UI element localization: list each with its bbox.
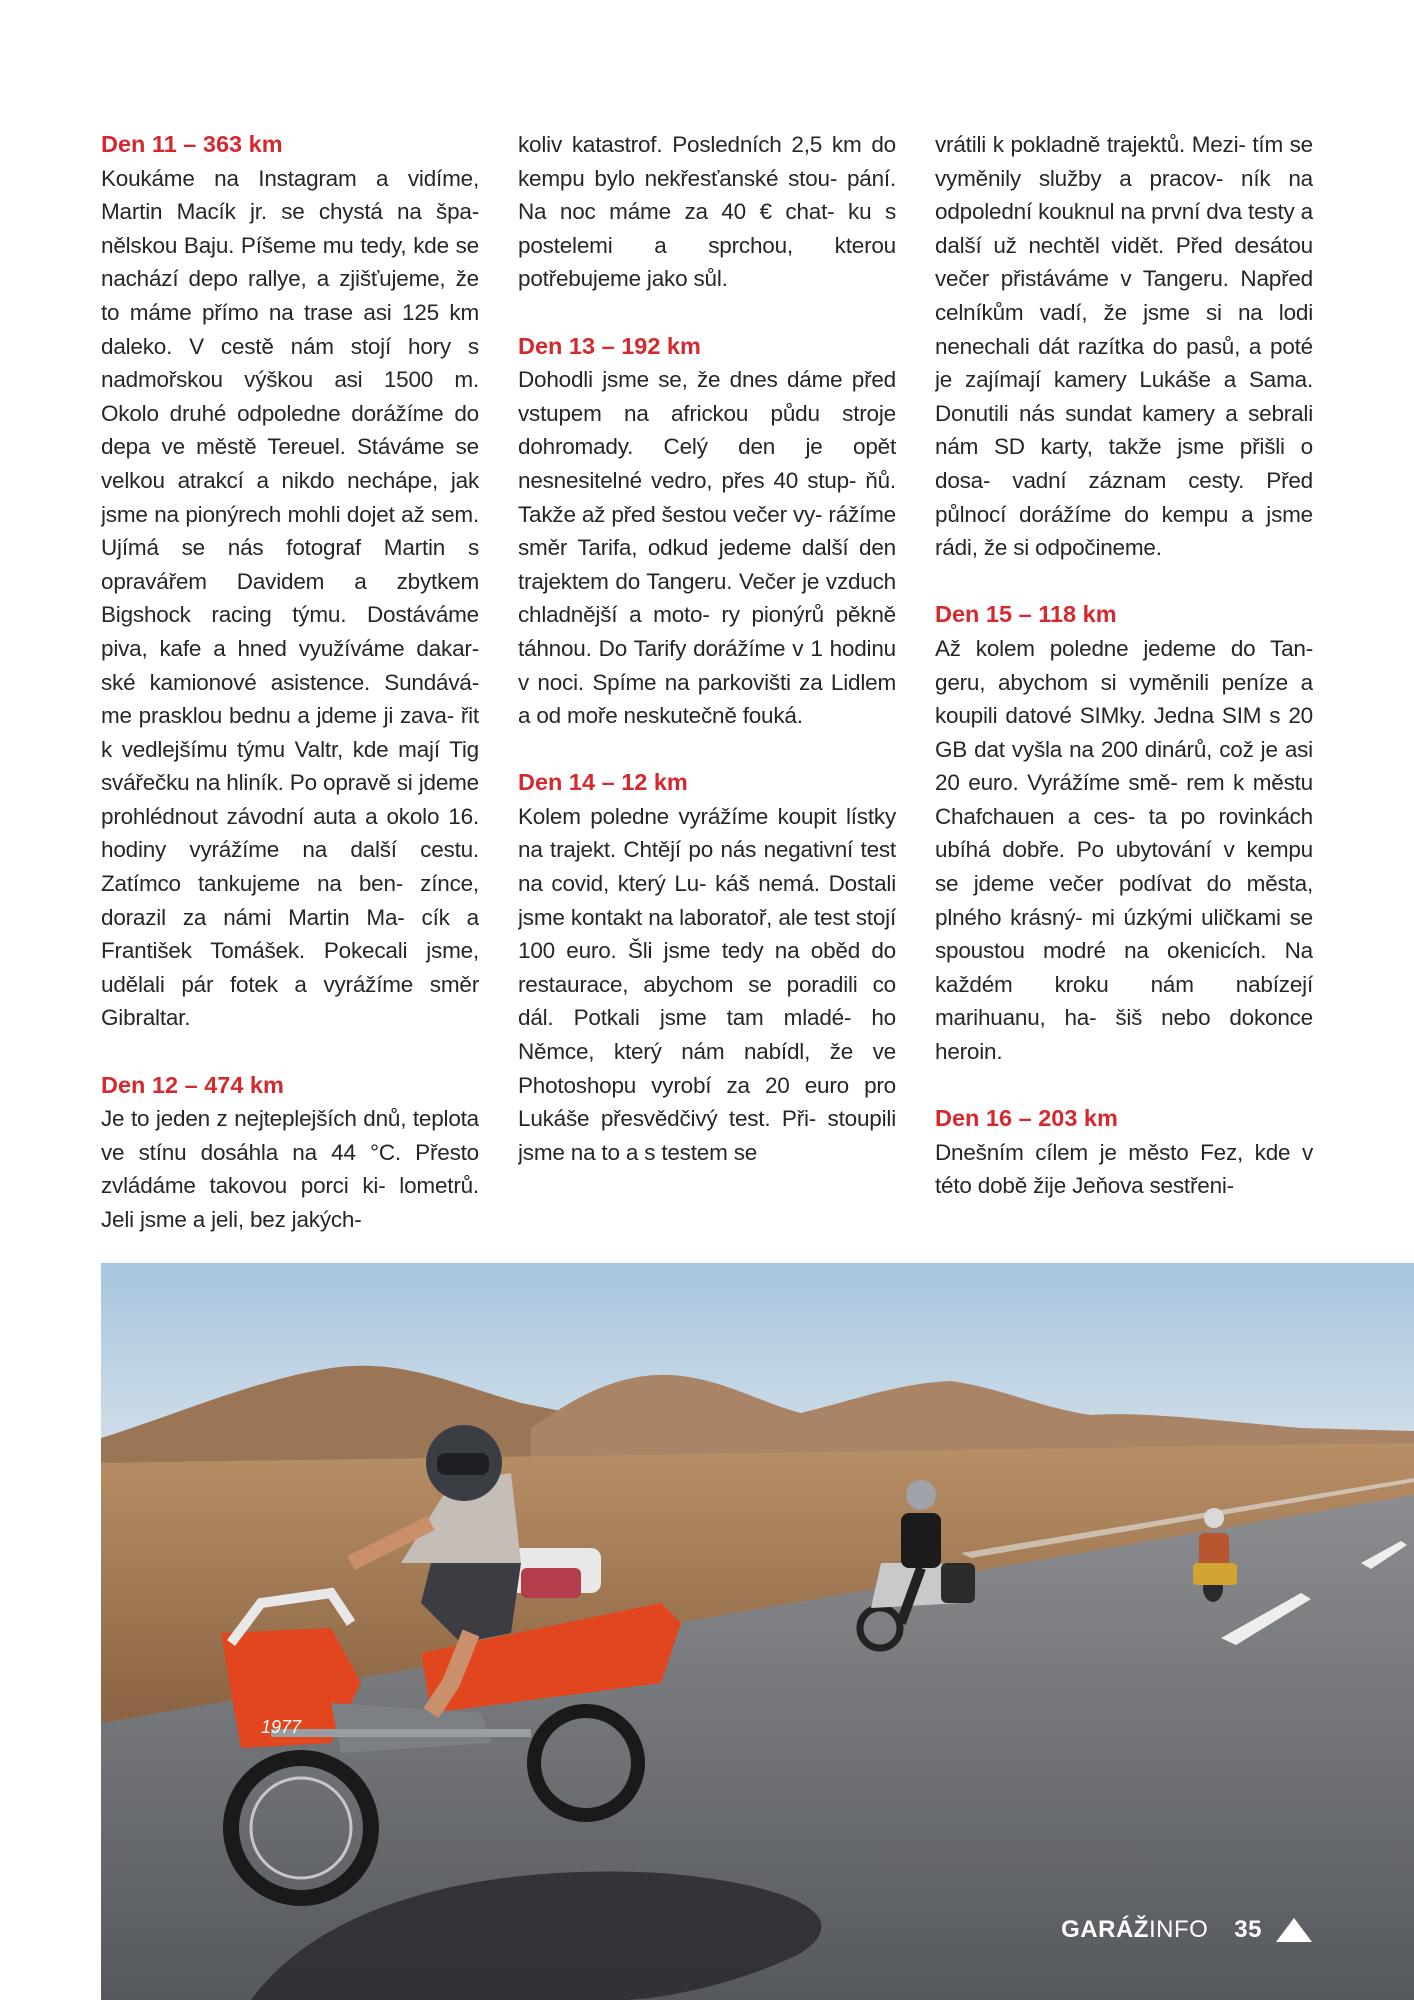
body-paragraph: Až kolem poledne jedeme do Tan- geru, abychom si vyměnili peníze a koupili datové SIMky. Jedna SIM s 20 GB dat vyšla na 200 dinárů, což je asi 20 euro. Vyrážíme smě- rem k městu Chafchauen a ces- ta po rovinkách ubíhá dobře. Po ubytování v kempu se jdeme večer podívat do města, plného krásný- mi úzkými uličkami se spoustou modré na okenicích. Na každém kroku nám nabízejí marihuanu, ha- šiš nebo dokonce heroin.: [935, 635, 1313, 1065]
day-heading: Den 13 – 192 km: [518, 332, 701, 359]
paragraph-spacer: [518, 296, 896, 330]
brand-bold: GARÁŽ: [1061, 1916, 1149, 1943]
day-heading: Den 16 – 203 km: [935, 1105, 1118, 1132]
magazine-brand: [1061, 1916, 1208, 1944]
body-paragraph: koliv katastrof. Posledních 2,5 km do kempu bylo nekřesťanské stou- pání. Na noc máme za 40 € chat- ku s postelemi a sprchou, kterou potřebujeme jako sůl.: [518, 132, 896, 292]
column-1: [101, 128, 479, 1240]
page-footer: [1061, 1916, 1312, 1944]
day-heading: Den 12 – 474 km: [101, 1071, 284, 1098]
body-paragraph: Koukáme na Instagram a vidíme, Martin Macík jr. se chystá na špa- nělskou Baju. Píšeme mu tedy, kde se nachází depo rallye, a zjišťujeme, že to máme přímo na trase asi 125 km daleko. V cestě nám stojí hory s nadmořskou výškou asi 1500 m. Okolo druhé odpoledne dorážíme do depa ve městě Tereuel. Stáváme se velkou atrakcí a nikdo nechápe, jak jsme na pionýrech mohli dojet až sem. Ujímá se nás fotograf Martin s opravářem Davidem a zbytkem Bigshock racing týmu. Dostáváme piva, kafe a hned využíváme dakar- ské kamionové asistence. Sundává- me prasklou bednu a jdeme ji zava- řit k vedlejšímu týmu Valtr, kde mají Tig svářečku na hliník. Po opravě si jdeme prohlédnout závodní auta a okolo 16. hodiny vyrážíme na další cestu. Zatímco tankujeme na ben- zínce, dorazil za námi Martin Ma- cík a František Tomášek. Pokecali jsme, udělali pár fotek a vyrážíme směr Gibraltar.: [101, 165, 479, 1031]
paragraph-spacer: [101, 1035, 479, 1069]
column-2: [518, 128, 896, 1240]
triangle-up-icon: [1276, 1918, 1312, 1942]
brand-light: INFO: [1148, 1916, 1209, 1943]
paragraph-spacer: [935, 1069, 1313, 1103]
paragraph-spacer: [935, 565, 1313, 599]
body-paragraph: vrátili k pokladně trajektů. Mezi- tím se vyměnily služby a pracov- ník na odpolední kouknul na první dva testy a další už nechtěl vidět. Před desátou večer přistáváme v Tangeru. Napřed celníkům vadí, že jsme si na lodi nenechali dát razítka do pasů, a poté je zajímají kamery Lukáše a Sama. Donutili nás sundat kamery a sebrali nám SD karty, takže jsme přišli o dosa- vadní záznam cesty. Před půlnocí dorážíme do kempu a jsme rádi, že si odpočineme.: [935, 132, 1313, 561]
article-columns: [101, 128, 1314, 1240]
body-paragraph: Je to jeden z nejteplejších dnů, teplota ve stínu dosáhla na 44 °C. Přesto zvládáme takovou porci ki- lometrů. Jeli jsme a jeli, bez jakých-: [101, 1106, 479, 1232]
page-number: 35: [1234, 1916, 1262, 1943]
body-paragraph: Kolem poledne vyrážíme koupit lístky na trajekt. Chtějí po nás negativní test na covid, který Lu- káš nemá. Dostali jsme kontakt na laboratoř, ale test stojí 100 euro. Šli jsme tedy na oběd do restaurace, abychom se poradili co dál. Potkali jsme tam mladé- ho Němce, který nám nabídl, že ve Photoshopu vyrobí za 20 euro pro Lukáše přesvědčivý test. Při- stoupili jsme na to a s testem se: [518, 803, 896, 1165]
article-photo: [101, 1263, 1414, 2000]
column-3: [935, 128, 1313, 1240]
body-paragraph: Dnešním cílem je město Fez, kde v této době žije Jeňova sestřeni-: [935, 1139, 1313, 1199]
front-bike-plate: 1977: [261, 1717, 302, 1737]
day-heading: Den 15 – 118 km: [935, 601, 1117, 628]
day-heading: Den 14 – 12 km: [518, 769, 688, 796]
day-heading: Den 11 – 363 km: [101, 131, 283, 157]
paragraph-spacer: [518, 733, 896, 767]
body-paragraph: Dohodli jsme se, že dnes dáme před vstupem na africkou půdu stroje dohromady. Celý den je opět nesnesitelné vedro, přes 40 stup- ňů. Takže až před šestou večer vy- rážíme směr Tarifa, odkud jedeme další den trajektem do Tangeru. Večer je vzduch chladnější a moto- ry pionýrů pěkně táhnou. Do Tarify dorážíme v 1 hodinu v noci. Spíme na parkovišti za Lidlem a od moře neskutečně fouká.: [518, 367, 896, 729]
